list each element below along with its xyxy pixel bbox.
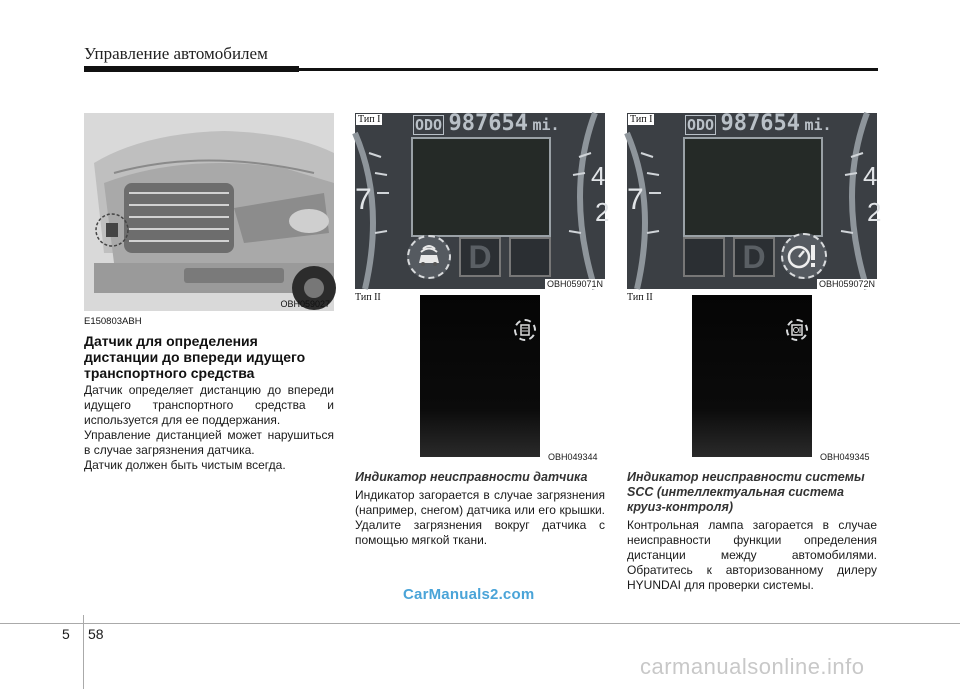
svg-text:7: 7 xyxy=(355,183,372,216)
vehicle-distance-warning-icon xyxy=(407,235,451,279)
header-rule-accent xyxy=(84,66,299,72)
svg-text:2: 2 xyxy=(867,197,882,227)
scc-malfunction-icon xyxy=(781,233,827,279)
odometer xyxy=(413,111,560,136)
paragraph: Датчик определяет дистанцию до впереди идущего транспортного средства и используется для ее поддержания. xyxy=(84,383,334,427)
cluster-figure-type1 xyxy=(355,111,610,289)
distance-sensor-warning-icon xyxy=(514,319,536,341)
footer-rule xyxy=(0,623,960,624)
figure-code: OBH049345 xyxy=(820,452,870,462)
odo-value: 987654 xyxy=(720,111,801,136)
gear-value: D xyxy=(468,239,492,275)
footer-divider xyxy=(83,615,84,689)
subsection-title: Индикатор неисправности датчика xyxy=(355,470,588,484)
paragraph: Индикатор загорается в случае загрязнения (например, снегом) датчика или его крышки. Удалите загрязнения вокруг датчика с помощью мягкой ткани. xyxy=(355,488,605,547)
svg-text:4: 4 xyxy=(591,161,606,191)
lcd-display xyxy=(683,137,823,237)
site-watermark: carmanualsonline.info xyxy=(640,654,865,679)
type-label: Тип II xyxy=(355,292,381,303)
odo-unit: mi. xyxy=(804,116,832,134)
paragraph: Контрольная лампа загорается в случае неисправности функции определения дистанции между автомобилями. Обратитесь к авторизованному дилеру HYUNDAI для проверки системы. xyxy=(627,518,877,592)
odo-unit: mi. xyxy=(532,116,560,134)
figure-code: OBH059072N xyxy=(818,279,875,289)
section-header: Управление автомобилем xyxy=(84,44,268,63)
svg-text:7: 7 xyxy=(627,183,644,216)
svg-text:4: 4 xyxy=(863,161,878,191)
section-code: E150803ABH xyxy=(84,316,142,327)
watermark: CarManuals2.com xyxy=(403,586,535,603)
lcd-display xyxy=(411,137,551,237)
paragraph: Датчик должен быть чистым всегда. xyxy=(84,458,286,472)
indicator-slot xyxy=(509,237,551,277)
car-front-figure xyxy=(84,113,334,311)
odo-prefix: ODO xyxy=(415,116,443,134)
distance-sensor-icon xyxy=(106,223,118,237)
odo-value: 987654 xyxy=(448,111,529,136)
svg-text:2: 2 xyxy=(595,197,610,227)
chapter-number: 5 xyxy=(62,626,70,642)
odo-prefix: ODO xyxy=(687,116,715,134)
subsection-title: Индикатор неисправности системы SCC (интеллектуальная система круиз-контроля) xyxy=(627,470,865,514)
type-label: Тип I xyxy=(630,114,653,125)
type-label: Тип II xyxy=(627,292,653,303)
odometer xyxy=(685,111,832,136)
type-label: Тип I xyxy=(358,114,381,125)
figure-code: OBH059071N xyxy=(546,279,603,289)
figure-code: OBH059027 xyxy=(280,299,330,309)
page-number: 58 xyxy=(88,626,104,642)
cluster-figure-type1 xyxy=(627,111,882,289)
section-title: Датчик для определения дистанции до впереди идущего транспортного средства xyxy=(84,333,306,381)
indicator-slot xyxy=(683,237,725,277)
gear-indicator xyxy=(459,237,501,277)
gear-indicator xyxy=(733,237,775,277)
lcd-panel-type2 xyxy=(420,295,540,457)
lcd-panel-type2 xyxy=(692,295,812,457)
gear-value: D xyxy=(742,239,766,275)
figure-code: OBH049344 xyxy=(548,452,598,462)
car-illustration xyxy=(84,113,334,311)
paragraph: Управление дистанцией может нарушиться в случае загрязнения датчика. xyxy=(84,428,334,457)
scc-warning-icon xyxy=(786,319,808,341)
